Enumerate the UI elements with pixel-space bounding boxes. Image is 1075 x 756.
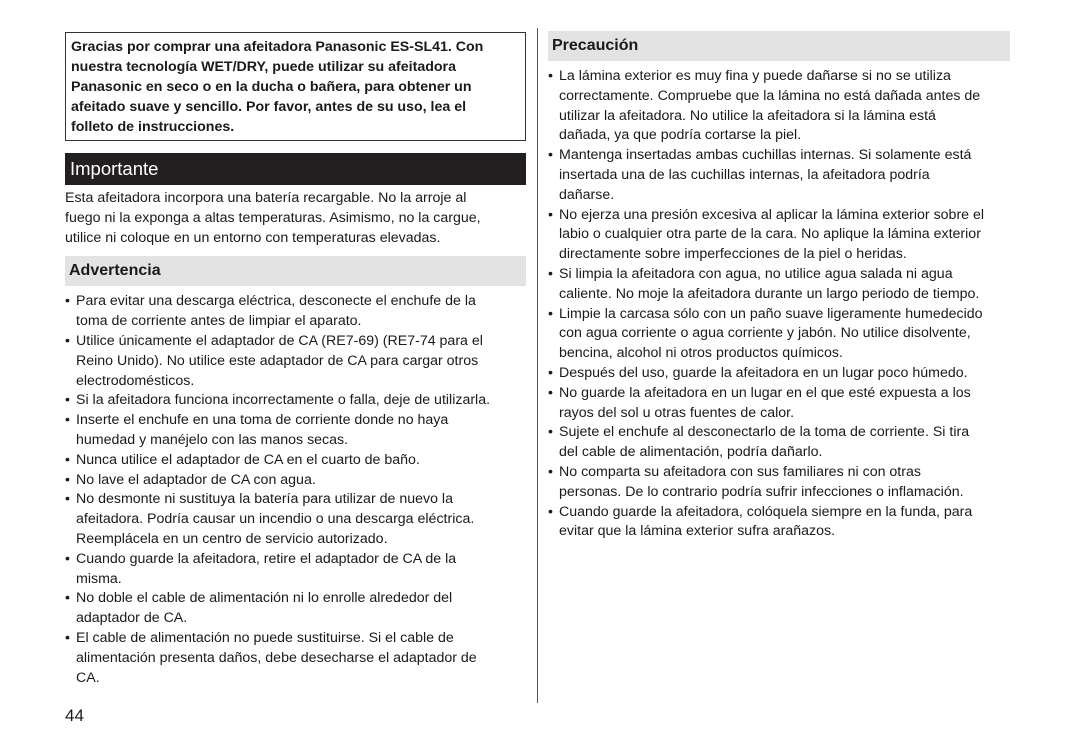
caution-item — [548, 364, 1010, 384]
warning-line: CA. — [76, 669, 100, 686]
page-number: 44 — [65, 706, 84, 725]
caution-line: • Limpie la carcasa sólo con un paño suave ligeramente humedecido — [559, 305, 983, 322]
caution-line: labio o cualquier otra parte de la cara. No aplique la lámina exterior — [559, 226, 981, 243]
warning-line: alimentación presenta daños, debe desecharse el adaptador de — [76, 649, 477, 666]
caution-line: directamente sobre imperfecciones de la piel o heridas. — [559, 246, 907, 263]
warning-line: • No desmonte ni sustituya la batería para utilizar de nuevo la — [76, 491, 453, 508]
warning-item — [65, 391, 526, 411]
caution-item — [548, 423, 1010, 463]
important-heading: Importante — [65, 153, 526, 185]
warning-heading: Advertencia — [65, 256, 526, 286]
warning-line: • Para evitar una descarga eléctrica, desconecte el enchufe de la — [76, 293, 476, 310]
caution-line: con agua corriente o agua corriente y jabón. No utilice disolvente, — [559, 325, 971, 342]
warning-line: adaptador de CA. — [76, 610, 188, 627]
intro-line: nuestra tecnología WET/DRY, puede utilizar su afeitadora — [71, 59, 456, 75]
warning-line: humedad y manéjelo con las manos secas. — [76, 431, 349, 448]
intro-line: Gracias por comprar una afeitadora Panasonic ES-SL41. Con — [71, 39, 484, 55]
caution-line: caliente. No moje la afeitadora durante un largo periodo de tiempo. — [559, 285, 980, 302]
caution-item — [548, 67, 1010, 146]
warning-item — [65, 589, 526, 629]
caution-line: • Si limpia la afeitadora con agua, no utilice agua salada ni agua — [559, 265, 953, 282]
warning-item — [65, 332, 526, 391]
warning-line: • No doble el cable de alimentación ni lo enrolle alrededor del — [76, 590, 453, 607]
caution-item — [548, 206, 1010, 265]
warning-line: • Si la afeitadora funciona incorrectamente o falla, deje de utilizarla. — [76, 392, 491, 409]
warning-line: Reino Unido). No utilice este adaptador de CA para cargar otros — [76, 352, 479, 369]
caution-line: utilizar la afeitadora. No utilice la afeitadora si la lámina está — [559, 107, 936, 124]
caution-item — [548, 384, 1010, 424]
intro-line: folleto de instrucciones. — [71, 119, 235, 135]
warning-line: • Cuando guarde la afeitadora, retire el adaptador de CA de la — [76, 550, 457, 567]
warning-line: • Inserte el enchufe en una toma de corriente donde no haya — [76, 412, 449, 429]
caution-line: dañada, ya que podría cortarse la piel. — [559, 127, 802, 144]
caution-item — [548, 146, 1010, 205]
warning-list — [65, 292, 526, 688]
warning-line: toma de corriente antes de limpiar el aparato. — [76, 313, 362, 330]
caution-line: correctamente. Compruebe que la lámina no está dañada antes de — [559, 87, 981, 104]
warning-item — [65, 550, 526, 590]
caution-line: • No comparta su afeitadora con sus familiares ni con otras — [559, 463, 921, 480]
caution-item — [548, 265, 1010, 305]
warning-line: • El cable de alimentación no puede sustituirse. Si el cable de — [76, 629, 454, 646]
important-line: fuego ni la exponga a altas temperaturas. Asimismo, no la cargue, — [65, 209, 481, 226]
warning-line: • Utilice únicamente el adaptador de CA (RE7-69) (RE7-74 para el — [76, 332, 483, 349]
caution-line: • Mantenga insertadas ambas cuchillas internas. Si solamente está — [559, 147, 972, 164]
warning-item — [65, 629, 526, 688]
warning-line: Reemplácela en un centro de servicio autorizado. — [76, 530, 388, 547]
caution-item — [548, 503, 1010, 543]
caution-item — [548, 305, 1010, 364]
warning-line: afeitadora. Podría causar un incendio o una descarga eléctrica. — [76, 511, 475, 528]
caution-line: • No guarde la afeitadora en un lugar en el que esté expuesta a los — [559, 384, 971, 401]
warning-line: misma. — [76, 570, 122, 587]
intro-line: afeitado suave y sencillo. Por favor, antes de su uso, lea el — [71, 99, 467, 115]
caution-line: bencina, alcohol ni otros productos químicos. — [559, 345, 843, 362]
left-column — [65, 32, 526, 688]
caution-line: • No ejerza una presión excesiva al aplicar la lámina exterior sobre el — [559, 206, 985, 223]
important-line: Esta afeitadora incorpora una batería recargable. No la arroje al — [65, 190, 467, 206]
caution-line: • Sujete el enchufe al desconectarlo de la toma de corriente. Si tira — [559, 424, 970, 441]
caution-line: • Después del uso, guarde la afeitadora en un lugar poco húmedo. — [559, 364, 968, 381]
right-column — [548, 31, 1010, 542]
caution-list — [548, 67, 1010, 542]
warning-item — [65, 471, 526, 491]
caution-line: rayos del sol u otras fuentes de calor. — [559, 404, 795, 421]
intro-line: Panasonic en seco o en la ducha o bañera, para obtener un — [71, 79, 472, 95]
column-divider — [537, 28, 538, 703]
warning-item — [65, 292, 526, 332]
intro-box — [65, 32, 526, 141]
caution-line: • La lámina exterior es muy fina y puede dañarse si no se utiliza — [559, 68, 951, 84]
caution-heading: Precaución — [548, 31, 1010, 61]
caution-line: evitar que la lámina exterior sufra arañazos. — [559, 523, 836, 540]
warning-line: • No lave el adaptador de CA con agua. — [76, 471, 316, 488]
warning-line: • Nunca utilice el adaptador de CA en el cuarto de baño. — [76, 451, 420, 468]
important-text — [65, 189, 526, 248]
caution-line: personas. De lo contrario podría sufrir infecciones o inflamación. — [559, 483, 964, 500]
warning-item — [65, 451, 526, 471]
important-line: utilice ni coloque en un entorno con temperaturas elevadas. — [65, 229, 441, 246]
warning-item — [65, 490, 526, 549]
warning-line: electrodomésticos. — [76, 372, 195, 389]
caution-line: del cable de alimentación, podría dañarlo. — [559, 444, 823, 461]
caution-line: • Cuando guarde la afeitadora, colóquela siempre en la funda, para — [559, 503, 973, 520]
caution-item — [548, 463, 1010, 503]
warning-item — [65, 411, 526, 451]
caution-line: dañarse. — [559, 186, 615, 203]
caution-line: insertada una de las cuchillas internas, la afeitadora podría — [559, 166, 930, 183]
